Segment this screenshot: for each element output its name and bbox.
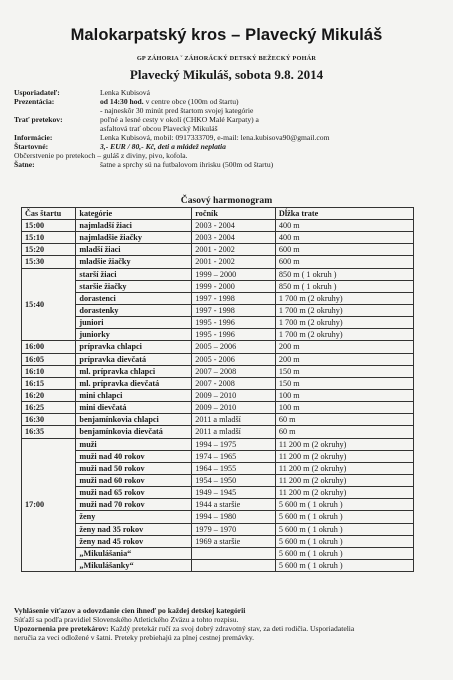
category-cell: najmladší žiaci (76, 220, 192, 232)
contact-label: Informácie: (14, 133, 53, 142)
start-time-cell: 16:15 (22, 377, 76, 389)
schedule-row (22, 341, 414, 353)
year-cell: 1994 – 1980 (192, 511, 276, 523)
fee-value: 3,- EUR / 80,- Kč, deti a mládež neplatia (100, 142, 226, 151)
start-time-cell: 15:30 (22, 256, 76, 268)
category-cell: mini dievčatá (76, 402, 192, 414)
category-cell: mladšie žiačky (76, 256, 192, 268)
rules-note: Súťaží sa podľa pravidiel Slovenského Atletického Zväzu a tohto rozpisu. (14, 614, 239, 624)
length-cell: 5 600 m ( 1 okruh ) (275, 499, 413, 511)
year-cell: 2001 - 2002 (192, 244, 276, 256)
schedule-row (22, 535, 414, 547)
category-cell: muži nad 40 rokov (76, 450, 192, 462)
schedule-row (22, 377, 414, 389)
length-cell: 1 700 m (2 okruhy) (275, 317, 413, 329)
col-year: ročník (192, 208, 276, 220)
schedule-row (22, 389, 414, 401)
category-cell: dorastenci (76, 292, 192, 304)
length-cell: 5 600 m ( 1 okruh ) (275, 559, 413, 571)
schedule-row (22, 523, 414, 535)
category-cell: muži (76, 438, 192, 450)
schedule-row (22, 559, 414, 571)
length-cell: 850 m ( 1 okruh ) (275, 280, 413, 292)
year-cell: 1995 - 1996 (192, 329, 276, 341)
year-cell: 2003 - 2004 (192, 232, 276, 244)
category-cell: „Mikulášania“ (76, 547, 192, 559)
schedule-row (22, 426, 414, 438)
warning-line-2: neručia za veci odložené v šatni. Preteky prebiehajú za plnej cestnej premávky. (14, 632, 255, 642)
schedule-row (22, 244, 414, 256)
year-cell: 1964 – 1955 (192, 462, 276, 474)
length-cell: 60 m (275, 426, 413, 438)
category-cell: staršie žiačky (76, 280, 192, 292)
year-cell: 1997 - 1998 (192, 292, 276, 304)
track-label: Trať pretekov: (14, 115, 63, 124)
length-cell: 600 m (275, 256, 413, 268)
category-cell: muži nad 70 rokov (76, 499, 192, 511)
schedule-row (22, 474, 414, 486)
year-cell: 2005 - 2006 (192, 353, 276, 365)
year-cell: 1974 – 1965 (192, 450, 276, 462)
length-cell: 11 200 m (2 okruhy) (275, 462, 413, 474)
schedule-row (22, 402, 414, 414)
length-cell: 11 200 m (2 okruhy) (275, 474, 413, 486)
category-cell: najmladšie žiačky (76, 232, 192, 244)
length-cell: 60 m (275, 414, 413, 426)
start-time-cell: 16:35 (22, 426, 76, 438)
schedule-row (22, 268, 414, 280)
start-time-cell: 17:00 (22, 438, 76, 572)
year-cell (192, 547, 276, 559)
schedule-row (22, 547, 414, 559)
category-cell: dorastenky (76, 304, 192, 316)
length-cell: 1 700 m (2 okruhy) (275, 304, 413, 316)
start-time-cell: 16:10 (22, 365, 76, 377)
schedule-row (22, 438, 414, 450)
schedule-row (22, 220, 414, 232)
schedule-row (22, 414, 414, 426)
length-cell: 11 200 m (2 okruhy) (275, 450, 413, 462)
category-cell: benjamínkovia dievčatá (76, 426, 192, 438)
col-category: kategórie (76, 208, 192, 220)
start-time-cell: 15:40 (22, 268, 76, 341)
schedule-row (22, 280, 414, 292)
year-cell: 1997 - 1998 (192, 304, 276, 316)
warning-line-1: Každý pretekár ručí za svoj dobrý zdravotný stav, za deti rodičia. Usporiadatelia (110, 623, 355, 633)
schedule-row (22, 462, 414, 474)
schedule-row (22, 499, 414, 511)
category-cell: muži nad 50 rokov (76, 462, 192, 474)
year-cell: 2009 – 2010 (192, 402, 276, 414)
length-cell: 100 m (275, 402, 413, 414)
col-start-time: Čas štartu (22, 208, 76, 220)
length-cell: 1 700 m (2 okruhy) (275, 329, 413, 341)
registration-label: Prezentácia: (14, 97, 55, 106)
year-cell: 1949 – 1945 (192, 487, 276, 499)
year-cell: 2005 – 2006 (192, 341, 276, 353)
organizer-value: Lenka Kubisová (100, 88, 150, 97)
year-cell: 1944 a staršie (192, 499, 276, 511)
category-cell: ml. prípravka chlapci (76, 365, 192, 377)
info-fee (14, 142, 444, 151)
start-time-cell: 15:20 (22, 244, 76, 256)
start-time-cell: 15:10 (22, 232, 76, 244)
category-cell: mini chlapci (76, 389, 192, 401)
refreshments: Občerstvenie po pretekoch – guláš z diviny, pivo, kofola. (14, 151, 188, 160)
category-cell: juniori (76, 317, 192, 329)
event-date-place: Plavecký Mikuláš, sobota 9.8. 2014 (129, 67, 324, 82)
year-cell: 2001 - 2002 (192, 256, 276, 268)
category-cell: ženy nad 45 rokov (76, 535, 192, 547)
length-cell: 150 m (275, 365, 413, 377)
info-block (14, 88, 444, 169)
length-cell: 200 m (275, 353, 413, 365)
category-cell: „Mikulášanky“ (76, 559, 192, 571)
schedule-row (22, 353, 414, 365)
schedule-row (22, 365, 414, 377)
info-showers (14, 160, 444, 169)
length-cell: 600 m (275, 244, 413, 256)
registration-time: od 14:30 hod. (100, 97, 144, 106)
year-cell: 2011 a mladší (192, 426, 276, 438)
schedule-header-row (22, 208, 414, 220)
start-time-cell: 15:00 (22, 220, 76, 232)
year-cell: 1999 – 2000 (192, 268, 276, 280)
schedule-row (22, 292, 414, 304)
length-cell: 100 m (275, 389, 413, 401)
category-cell: starší žiaci (76, 268, 192, 280)
year-cell: 2007 - 2008 (192, 377, 276, 389)
schedule-row (22, 304, 414, 316)
schedule-body (22, 220, 414, 572)
category-cell: muži nad 65 rokov (76, 487, 192, 499)
track-line-1: poľné a lesné cesty v okolí (CHKO Malé Karpaty) a (100, 115, 259, 124)
schedule-row (22, 232, 414, 244)
length-cell: 5 600 m ( 1 okruh ) (275, 547, 413, 559)
length-cell: 5 600 m ( 1 okruh ) (275, 523, 413, 535)
category-cell: prípravka dievčatá (76, 353, 192, 365)
year-cell: 2007 – 2008 (192, 365, 276, 377)
category-cell: muži nad 60 rokov (76, 474, 192, 486)
registration-note: - najneskôr 30 minút pred štartom svojej kategórie (100, 106, 254, 115)
start-time-cell: 16:20 (22, 389, 76, 401)
info-organizer (14, 88, 444, 97)
length-cell: 11 200 m (2 okruhy) (275, 438, 413, 450)
length-cell: 5 600 m ( 1 okruh ) (275, 535, 413, 547)
length-cell: 150 m (275, 377, 413, 389)
showers-label: Šatne: (14, 160, 35, 169)
event-series: GP ZÁHORIA ˇ ZÁHORÁCKÝ DETSKÝ BEŽECKÝ POHÁR (136, 55, 317, 62)
schedule-row (22, 450, 414, 462)
length-cell: 850 m ( 1 okruh ) (275, 268, 413, 280)
schedule-row (22, 329, 414, 341)
awards-note: Vyhlásenie víťazov a odovzdanie cien ihneď po každej detskej kategórii (14, 606, 246, 615)
footer-notes (14, 607, 444, 643)
col-length: Dĺžka trate (275, 208, 413, 220)
showers-value: šatne a sprchy sú na futbalovom ihrisku (500m od štartu) (100, 160, 274, 169)
length-cell: 400 m (275, 232, 413, 244)
length-cell: 400 m (275, 220, 413, 232)
year-cell (192, 559, 276, 571)
category-cell: prípravka chlapci (76, 341, 192, 353)
category-cell: juniorky (76, 329, 192, 341)
length-cell: 1 700 m (2 okruhy) (275, 292, 413, 304)
category-cell: ml. prípravka dievčatá (76, 377, 192, 389)
info-registration (14, 97, 444, 106)
year-cell: 1994 – 1975 (192, 438, 276, 450)
start-time-cell: 16:00 (22, 341, 76, 353)
year-cell: 2003 - 2004 (192, 220, 276, 232)
registration-place: v centre obce (100m od štartu) (145, 97, 239, 106)
year-cell: 1954 – 1950 (192, 474, 276, 486)
start-time-cell: 16:30 (22, 414, 76, 426)
year-cell: 1999 - 2000 (192, 280, 276, 292)
length-cell: 200 m (275, 341, 413, 353)
contact-value: Lenka Kubisová, mobil: 0917333709, e-mail: lena.kubisova90@gmail.com (100, 133, 330, 142)
schedule-heading: Časový harmonogram (180, 195, 273, 206)
category-cell: ženy (76, 511, 192, 523)
event-title: Malokarpatský kros – Plavecký Mikuláš (70, 26, 383, 44)
schedule-row (22, 511, 414, 523)
schedule-row (22, 256, 414, 268)
length-cell: 5 600 m ( 1 okruh ) (275, 511, 413, 523)
schedule-table (21, 207, 414, 572)
year-cell: 1969 a staršie (192, 535, 276, 547)
start-time-cell: 16:25 (22, 402, 76, 414)
warning-label: Upozornenia pre pretekárov: (14, 623, 109, 633)
category-cell: mladší žiaci (76, 244, 192, 256)
length-cell: 11 200 m (2 okruhy) (275, 487, 413, 499)
info-track (14, 115, 444, 124)
category-cell: ženy nad 35 rokov (76, 523, 192, 535)
track-line-2: asfaltová trať obcou Plavecký Mikuláš (100, 124, 218, 133)
schedule-row (22, 487, 414, 499)
year-cell: 2011 a mladší (192, 414, 276, 426)
info-contact (14, 133, 444, 142)
year-cell: 1979 – 1970 (192, 523, 276, 535)
schedule-row (22, 317, 414, 329)
organizer-label: Usporiadateľ: (14, 88, 60, 97)
year-cell: 1995 - 1996 (192, 317, 276, 329)
year-cell: 2009 – 2010 (192, 389, 276, 401)
category-cell: benjamínkovia chlapci (76, 414, 192, 426)
fee-label: Štartovné: (14, 142, 49, 151)
start-time-cell: 16:05 (22, 353, 76, 365)
